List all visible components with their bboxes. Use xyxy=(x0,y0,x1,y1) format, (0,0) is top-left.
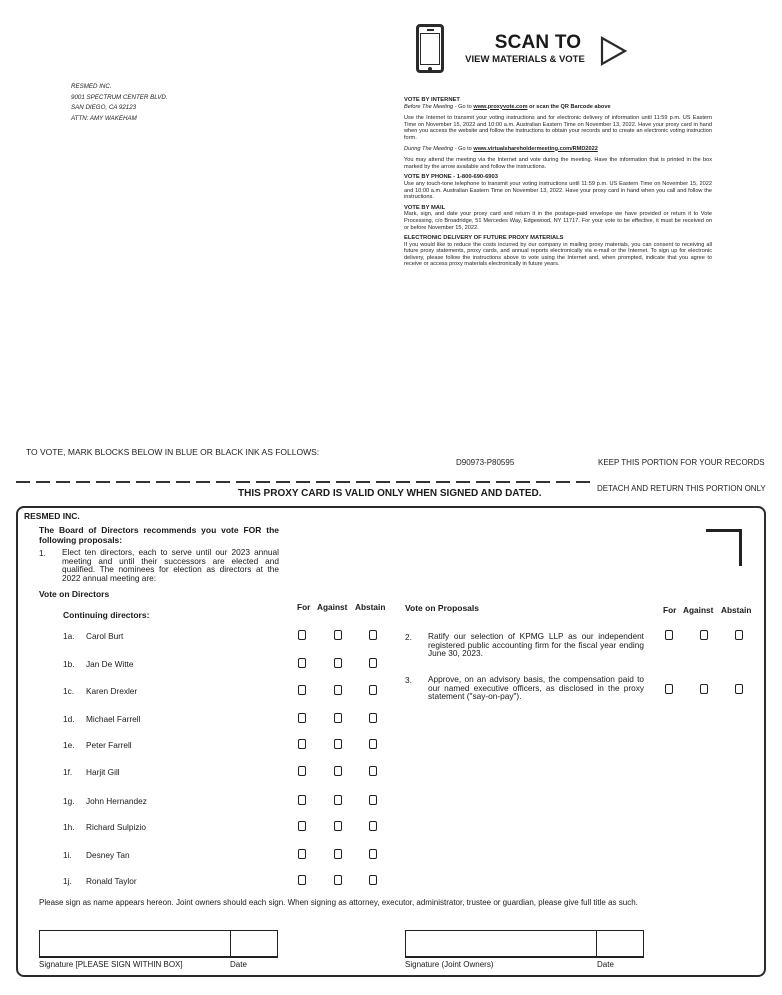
before-suffix: or scan the QR Barcode above xyxy=(527,103,611,110)
signature-box[interactable] xyxy=(39,930,231,958)
proxyvote-link[interactable]: www.proxyvote.com xyxy=(473,103,528,110)
director-1d-name: Michael Farrell xyxy=(86,714,141,724)
proposal-col-against: Against xyxy=(683,605,714,615)
joint-signature-box[interactable] xyxy=(405,930,597,958)
director-1e-num: 1e. xyxy=(63,740,75,750)
virtual-meeting-link[interactable]: www.virtualshareholdermeeting.com/RMD2022 xyxy=(473,145,598,152)
keep-portion-label: KEEP THIS PORTION FOR YOUR RECORDS xyxy=(598,458,765,467)
corner-registration-mark xyxy=(706,529,742,566)
director-1f-name: Harjit Gill xyxy=(86,767,120,777)
detach-label: DETACH AND RETURN THIS PORTION ONLY xyxy=(597,484,766,493)
director-1d-against-checkbox[interactable] xyxy=(334,713,342,723)
director-1e-name: Peter Farrell xyxy=(86,740,132,750)
joint-signature-label: Signature (Joint Owners) xyxy=(405,960,494,969)
proposal-1-number: 1. xyxy=(39,548,46,558)
play-arrow-icon xyxy=(600,36,628,66)
director-1g-num: 1g. xyxy=(63,796,75,806)
during-prefix: - Go to xyxy=(453,145,474,152)
return-address xyxy=(71,82,168,124)
before-meeting-label: Before The Meeting xyxy=(404,103,454,110)
director-1f-for-checkbox[interactable] xyxy=(298,766,306,776)
director-1c-for-checkbox[interactable] xyxy=(298,685,306,695)
director-1c-against-checkbox[interactable] xyxy=(334,685,342,695)
director-1i-num: 1i. xyxy=(63,850,72,860)
director-1h-against-checkbox[interactable] xyxy=(334,821,342,831)
address-attn: ATTN: AMY WAKEHAM xyxy=(71,114,137,122)
detach-line xyxy=(16,481,594,483)
proposal-3-abstain-checkbox[interactable] xyxy=(735,684,743,694)
address-company: RESMED INC. xyxy=(71,83,112,90)
edelivery-heading: ELECTRONIC DELIVERY OF FUTURE PROXY MATERIALS xyxy=(404,235,564,242)
director-1b-against-checkbox[interactable] xyxy=(334,658,342,668)
phone-body: Use any touch-tone telephone to transmit your voting instructions until 11:59 p.m. US Eastern Time on November 15, 2022 and 10:00 a.m. Australian Eastern Time on November 13, 2022. Have your proxy card in hand when you call and follow the instructions. xyxy=(404,180,712,201)
director-1a-name: Carol Burt xyxy=(86,631,124,641)
director-1a-abstain-checkbox[interactable] xyxy=(369,630,377,640)
director-1b-num: 1b. xyxy=(63,659,75,669)
proposal-2-number: 2. xyxy=(405,632,412,642)
signature-label: Signature [PLEASE SIGN WITHIN BOX] xyxy=(39,960,183,969)
director-1e-abstain-checkbox[interactable] xyxy=(369,739,377,749)
director-1h-abstain-checkbox[interactable] xyxy=(369,821,377,831)
director-1b-name: Jan De Witte xyxy=(86,659,134,669)
director-1i-abstain-checkbox[interactable] xyxy=(369,849,377,859)
proposal-2-text: Ratify our selection of KPMG LLP as our independent registered public accounting firm for the fiscal year ending June 30, 2023. xyxy=(428,631,644,659)
phone-heading: VOTE BY PHONE - 1-800-690-6903 xyxy=(404,174,498,181)
continuing-directors-heading: Continuing directors: xyxy=(63,610,150,620)
director-1d-abstain-checkbox[interactable] xyxy=(369,713,377,723)
col-abstain: Abstain xyxy=(355,602,386,612)
signing-note: Please sign as name appears hereon. Joint owners should each sign. When signing as attorney, executor, administrator, trustee or guardian, please give full title as such. xyxy=(39,898,638,907)
director-1j-num: 1j. xyxy=(63,876,72,886)
internet-body: Use the Internet to transmit your voting instructions and for electronic delivery of information until 11:59 p.m. US Eastern Time on November 15, 2022 and 10:00 a.m. Australian Eastern Time on November 13, 2022. Have your proxy card in hand when you access the website and follow the instructions to obtain your records and to create an electronic voting instruction form. xyxy=(404,115,712,141)
director-1a-num: 1a. xyxy=(63,631,75,641)
director-1c-name: Karen Drexler xyxy=(86,686,138,696)
director-1g-against-checkbox[interactable] xyxy=(334,795,342,805)
director-1a-against-checkbox[interactable] xyxy=(334,630,342,640)
director-1h-name: Richard Sulpizio xyxy=(86,822,146,832)
during-meeting-label: During The Meeting xyxy=(404,145,454,152)
director-1e-against-checkbox[interactable] xyxy=(334,739,342,749)
valid-notice: THIS PROXY CARD IS VALID ONLY WHEN SIGNED AND DATED. xyxy=(238,488,542,499)
vote-on-directors-heading: Vote on Directors xyxy=(39,589,110,599)
director-1d-for-checkbox[interactable] xyxy=(298,713,306,723)
director-1j-name: Ronald Taylor xyxy=(86,876,137,886)
director-1i-for-checkbox[interactable] xyxy=(298,849,306,859)
board-recommendation: The Board of Directors recommends you vote FOR the following proposals: xyxy=(39,525,279,545)
proposal-col-for: For xyxy=(663,605,677,615)
joint-signature-date-label: Date xyxy=(597,960,614,969)
edelivery-body: If you would like to reduce the costs incurred by our company in mailing proxy materials, you can consent to receiving all future proxy statements, proxy cards, and annual reports electronically via e-mail or the Internet. To sign up for electronic delivery, please follow the instructions above to vote using the Internet and, when prompted, indicate that you agree to receive or access proxy materials electronically in future years. xyxy=(404,241,712,268)
internet-heading: VOTE BY INTERNET xyxy=(404,97,460,103)
mail-body: Mark, sign, and date your proxy card and return it in the postage-paid envelope we have provided or return it to Vote Processing, c/o Broadridge, 51 Mercedes Way, Edgewood, NY 11717. For your vote to be effective, it must be received on or before November 15, 2022. xyxy=(404,211,712,231)
proposal-1-text: Elect ten directors, each to serve until our 2023 annual meeting and until their successors are elected and qualified. The nominees for election as directors at the 2022 annual meeting are: xyxy=(62,547,279,583)
to-vote-instruction: TO VOTE, MARK BLOCKS BELOW IN BLUE OR BLACK INK AS FOLLOWS: xyxy=(26,447,320,457)
director-1g-name: John Hernandez xyxy=(86,796,147,806)
director-1d-num: 1d. xyxy=(63,714,75,724)
director-1g-for-checkbox[interactable] xyxy=(298,795,306,805)
before-prefix: - Go to xyxy=(453,103,474,110)
during-body: You may attend the meeting via the Internet and vote during the meeting. Have the information that is printed in the box marked by the arrow available and follow the instructions. xyxy=(404,157,712,170)
col-for: For xyxy=(297,602,311,612)
director-1h-for-checkbox[interactable] xyxy=(298,821,306,831)
control-number: D90973-P80595 xyxy=(456,458,515,467)
director-1h-num: 1h. xyxy=(63,822,75,832)
director-1j-abstain-checkbox[interactable] xyxy=(369,875,377,885)
director-1j-against-checkbox[interactable] xyxy=(334,875,342,885)
proposal-3-for-checkbox[interactable] xyxy=(665,684,673,694)
proposal-3-against-checkbox[interactable] xyxy=(700,684,708,694)
scan-subtitle: VIEW MATERIALS & VOTE xyxy=(465,54,585,65)
scan-title: SCAN TO xyxy=(494,32,582,53)
director-1b-abstain-checkbox[interactable] xyxy=(369,658,377,668)
vote-on-proposals-heading: Vote on Proposals xyxy=(405,603,479,613)
proposal-2-abstain-checkbox[interactable] xyxy=(735,630,743,640)
proposal-3-text: Approve, on an advisory basis, the compensation paid to our named executive officers, as disclosed in the proxy statement ("say-on-pay"). xyxy=(428,674,644,702)
proposal-col-abstain: Abstain xyxy=(721,605,752,615)
card-company: RESMED INC. xyxy=(24,511,80,521)
director-1i-against-checkbox[interactable] xyxy=(334,849,342,859)
signature-date-box[interactable] xyxy=(231,930,278,958)
address-city: SAN DIEGO, CA 92123 xyxy=(71,104,137,111)
phone-icon xyxy=(416,24,444,73)
proposal-2-against-checkbox[interactable] xyxy=(700,630,708,640)
col-against: Against xyxy=(317,602,348,612)
director-1i-name: Desney Tan xyxy=(86,850,130,860)
director-1g-abstain-checkbox[interactable] xyxy=(369,795,377,805)
proposal-3-number: 3. xyxy=(405,675,412,685)
director-1f-num: 1f. xyxy=(63,767,73,777)
signature-date-label: Date xyxy=(230,960,247,969)
proposal-2-for-checkbox[interactable] xyxy=(665,630,673,640)
director-1c-num: 1c. xyxy=(63,686,75,696)
address-street: 9001 SPECTRUM CENTER BLVD. xyxy=(71,93,168,101)
director-1c-abstain-checkbox[interactable] xyxy=(369,685,377,695)
mail-heading: VOTE BY MAIL xyxy=(404,204,446,211)
director-1a-for-checkbox[interactable] xyxy=(298,630,306,640)
director-1j-for-checkbox[interactable] xyxy=(298,875,306,885)
director-1e-for-checkbox[interactable] xyxy=(298,739,306,749)
joint-signature-date-box[interactable] xyxy=(597,930,644,958)
director-1f-against-checkbox[interactable] xyxy=(334,766,342,776)
director-1b-for-checkbox[interactable] xyxy=(298,658,306,668)
director-1f-abstain-checkbox[interactable] xyxy=(369,766,377,776)
voting-instructions xyxy=(404,97,712,272)
